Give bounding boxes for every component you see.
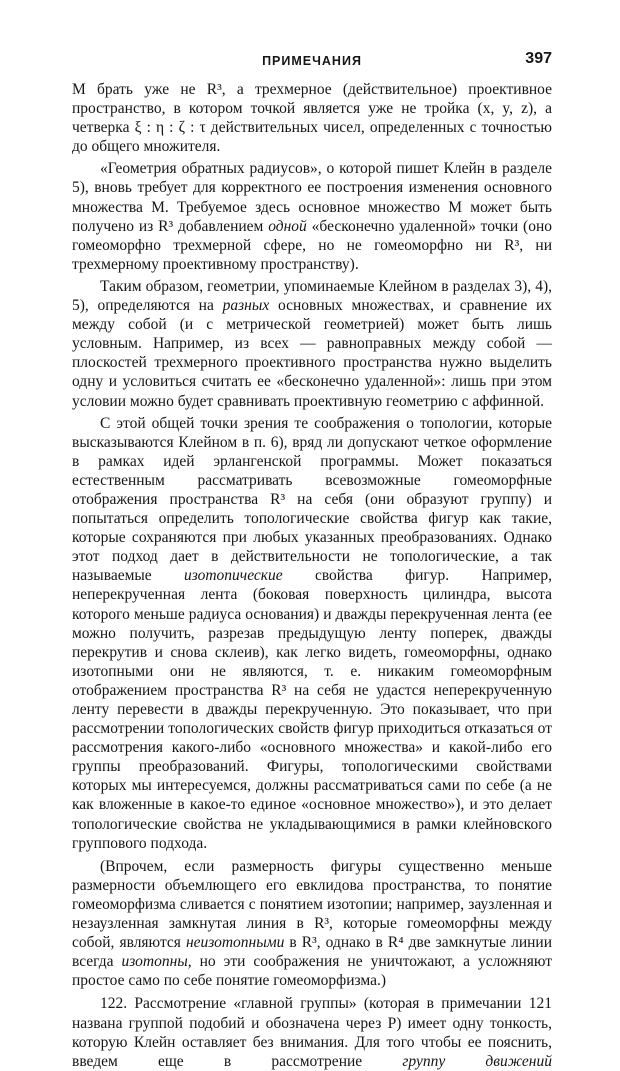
paragraph-text: С этой общей точки зрения те соображения о топологии, которые высказываются Клейном в п. 6), вряд ли допускают четкое оформление в рамках идей эрлангенской программы. Может показаться естественным рассматривать всевозможные гомеоморфные отображения пространства R³ на себя (они образуют группу) и попытаться определить топологические свойства фигур как такие, которые сохраняются при любых указанных преобразованиях. Однако этот подход дает в действительности не топологические, а так называемые [72, 414, 552, 585]
note-122 [72, 994, 552, 1070]
emphasis: одной [268, 217, 307, 235]
body-text [72, 80, 552, 1071]
paragraph-inversive-geometry [72, 159, 552, 274]
paragraph-text: в R³, однако в R⁴ две замкнутые линии всегда [72, 934, 553, 971]
paragraph-text: Таким образом, геометрии, упоминаемые Клейном в разделах 3), 4), 5), определяются на [72, 277, 552, 315]
emphasis: неизотопными [185, 934, 285, 952]
paragraph-continuation [72, 80, 552, 156]
page-header [72, 50, 552, 74]
emphasis: изотопны, [121, 953, 192, 971]
paragraph-topology [72, 414, 552, 853]
emphasis: группу движений [402, 1052, 552, 1070]
paragraph-text: но эти соображения не уничтожают, а усложняют простое само по себе понятие гомеоморфизма.) [72, 953, 552, 990]
emphasis: разных [222, 297, 270, 315]
paragraph-text: «Геометрия обратных радиусов», о которой пишет Клейн в разделе 5), вновь требует для корректного ее построения изменения основного множества M. Требуемое здесь основное множество M может быть получено из R³ добавлением [72, 160, 552, 235]
paragraph-text: свойства фигур. Например, неперекрученная лента (боковая поверхность цилиндра, высота которого меньше радиуса основания) и дважды перекрученная лента (ее можно получить, разрезав предыдущую ленту поперек, дважды перекрутив и снова склеив), как легко видеть, гомеоморфны, однако изотопными они не являются, т. е. никаким гомеоморфным отображением пространства R³ на себя не удастся неперекрученную ленту перевести в дважды перекрученную. Это показывает, что при рассмотрении топологических свойств фигур приходиться отказаться от рассмотрения какого-либо «основного множества» и какой-либо его группы преобразований. Фигуры, топологическими свойствами которых мы интересуемся, должны рассматриваться сами по себе (а не как вложенные в какое-то единое «основное множество»), и это делает топологические свойства не укладывающимися в рамки клейновского группового подхода. [72, 567, 552, 852]
paragraph-geometries-comparison [72, 277, 552, 411]
paragraph-text: 122. Рассмотрение «главной группы» (которая в примечании 121 названа группой подобий и обозначена через P) имеет одну тонкость, которую Клейн оставляет без внимания. Для того чтобы ее пояснить, введем еще в рассмотрение [72, 995, 552, 1070]
paragraph-text: основных множествах, и сравнение их между собой (и с метрической геометрией) может быть лишь условным. Например, из всех — равноправных между собой — плоскостей трехмерного проективного пространства нужно выделить одну и условиться считать ее «бесконечно удаленной»: лишь при этом условии можно будет сравнивать проективную геометрию с аффинной. [72, 297, 553, 410]
paragraph-isotopy-remark [72, 857, 552, 991]
page-number: 397 [525, 50, 552, 67]
running-title: ПРИМЕЧАНИЯ [262, 54, 362, 68]
paragraph-text: «бесконечно удаленной» точки (оно гомеоморфно трехмерной сфере, но не гомеоморфно ни R³, ни трехмерному проективному пространству). [72, 217, 553, 273]
emphasis: изотопические [184, 567, 283, 585]
paragraph-text: M брать уже не R³, а трехмерное (действительное) проективное пространство, в котором точкой является уже не тройка (x, y, z), а четверка ξ : η : ζ : τ действительных чисел, определенных с точностью до общего множителя. [72, 81, 552, 156]
paragraph-text: (Впрочем, если размерность фигуры существенно меньше размерности объемлющего его евклидова пространства, то понятие гомеоморфизма сливается с понятием изотопии; например, заузленная и незаузленная замкнутая линия в R³, которые гомеоморфны между собой, являются [72, 857, 552, 952]
